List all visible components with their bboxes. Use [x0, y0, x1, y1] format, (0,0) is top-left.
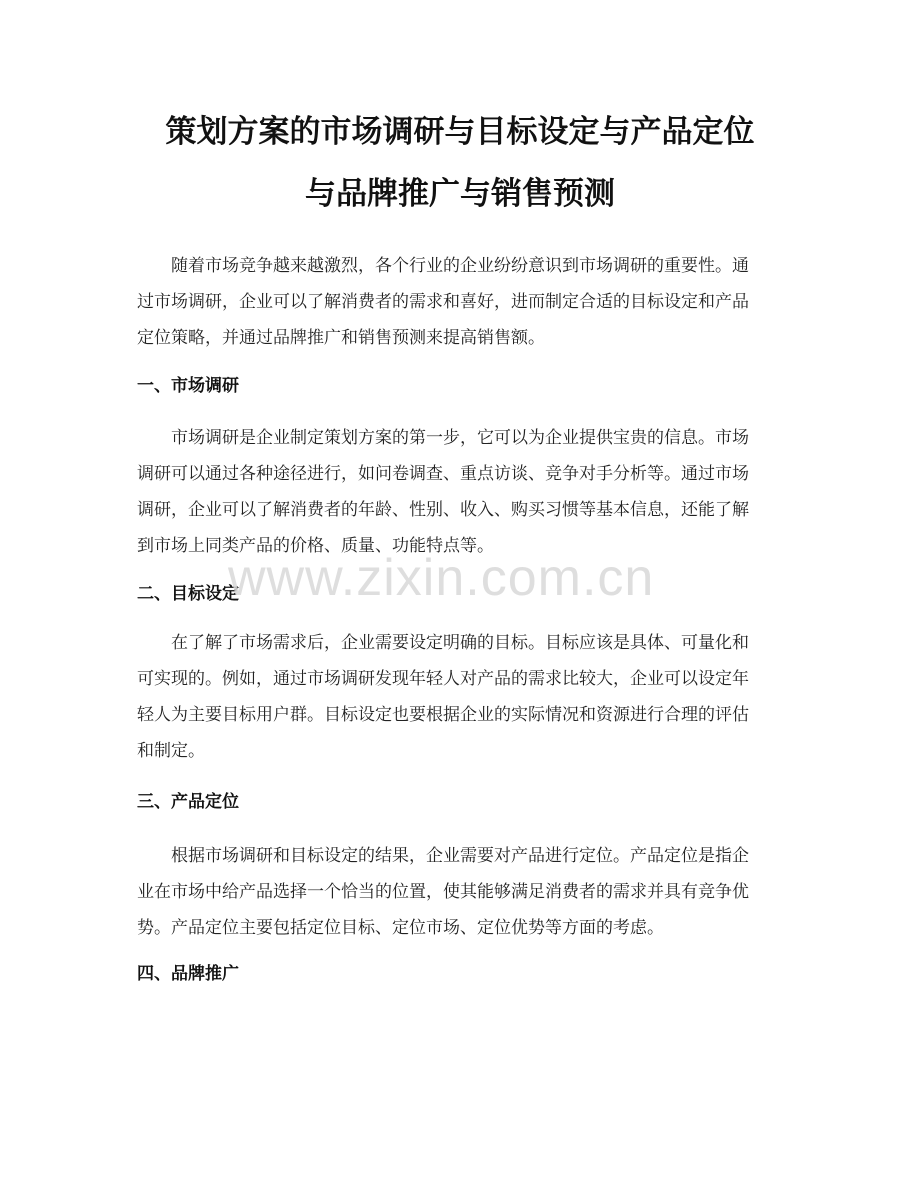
product-positioning-paragraph	[137, 838, 783, 946]
paragraph-line: 过市场调研，企业可以了解消费者的需求和喜好，进而制定合适的目标设定和产品	[137, 292, 749, 312]
paragraph-line: 调研可以通过各种途径进行，如问卷调查、重点访谈、竞争对手分析等。通过市场	[137, 464, 749, 484]
paragraph-line: 定位策略，并通过品牌推广和销售预测来提高销售额。	[137, 328, 545, 348]
document-title-line-1: 策划方案的市场调研与目标设定与产品定位	[165, 114, 755, 150]
section-heading-market-research: 一、市场调研	[137, 376, 239, 396]
section-heading-product-positioning: 三、产品定位	[137, 792, 239, 812]
paragraph-line: 和制定。	[137, 741, 205, 761]
paragraph-line: 到市场上同类产品的价格、质量、功能特点等。	[137, 536, 494, 556]
paragraph-line: 根据市场调研和目标设定的结果，企业需要对产品进行定位。产品定位是指企	[171, 846, 749, 866]
paragraph-line: 调研，企业可以了解消费者的年龄、性别、收入、购买习惯等基本信息，还能了解	[137, 500, 749, 520]
goal-setting-paragraph	[137, 625, 783, 769]
paragraph-line: 势。产品定位主要包括定位目标、定位市场、定位优势等方面的考虑。	[137, 918, 664, 938]
section-heading-brand-promotion: 四、品牌推广	[137, 964, 239, 984]
intro-paragraph	[137, 248, 783, 356]
paragraph-line: 随着市场竞争越来越激烈，各个行业的企业纷纷意识到市场调研的重要性。通	[171, 256, 749, 276]
document-title-line-2: 与品牌推广与销售预测	[305, 176, 615, 212]
watermark: www.zixin.com.cn	[228, 549, 655, 607]
paragraph-line: 业在市场中给产品选择一个恰当的位置，使其能够满足消费者的需求并具有竞争优	[137, 882, 749, 902]
paragraph-line: 轻人为主要目标用户群。目标设定也要根据企业的实际情况和资源进行合理的评估	[137, 705, 749, 725]
paragraph-line: 在了解了市场需求后，企业需要设定明确的目标。目标应该是具体、可量化和	[171, 633, 749, 653]
section-heading-goal-setting: 二、目标设定	[137, 584, 239, 604]
paragraph-line: 可实现的。例如，通过市场调研发现年轻人对产品的需求比较大，企业可以设定年	[137, 669, 749, 689]
paragraph-line: 市场调研是企业制定策划方案的第一步，它可以为企业提供宝贵的信息。市场	[171, 428, 749, 448]
market-research-paragraph	[137, 420, 783, 564]
